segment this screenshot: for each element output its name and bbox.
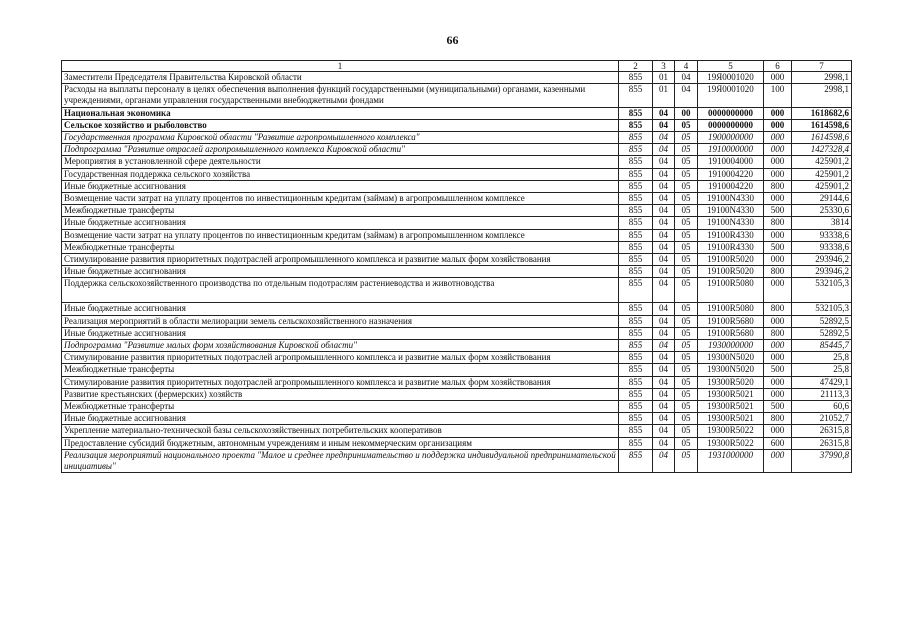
row-target-article: 19100R5080 xyxy=(698,303,764,315)
row-section: 04 xyxy=(653,156,675,168)
row-subsection: 05 xyxy=(675,229,698,241)
row-expense-type: 000 xyxy=(764,278,792,303)
row-name: Укрепление материально-технической базы сельскохозяйственных потребительских кооперативов xyxy=(62,425,619,437)
row-expense-type: 100 xyxy=(764,84,792,107)
row-section: 04 xyxy=(653,217,675,229)
row-name: Государственная поддержка сельского хозяйства xyxy=(62,168,619,180)
row-section: 04 xyxy=(653,364,675,376)
row-amount: 52892,5 xyxy=(792,315,852,327)
row-name: Реализация мероприятий в области мелиорации земель сельскохозяйственного назначения xyxy=(62,315,619,327)
table-row xyxy=(62,119,852,131)
row-subsection: 05 xyxy=(675,156,698,168)
row-expense-type: 000 xyxy=(764,376,792,388)
row-target-article: 1900000000 xyxy=(698,132,764,144)
row-subsection: 05 xyxy=(675,217,698,229)
row-expense-type: 000 xyxy=(764,119,792,131)
row-admin-code: 855 xyxy=(619,413,653,425)
row-admin-code: 855 xyxy=(619,340,653,352)
row-target-article: 19300N5020 xyxy=(698,352,764,364)
row-target-article: 19100R4330 xyxy=(698,241,764,253)
row-expense-type: 500 xyxy=(764,401,792,413)
row-amount: 425901,2 xyxy=(792,168,852,180)
row-expense-type: 500 xyxy=(764,241,792,253)
row-section: 04 xyxy=(653,229,675,241)
table-row xyxy=(62,193,852,205)
row-expense-type: 000 xyxy=(764,340,792,352)
row-subsection: 05 xyxy=(675,266,698,278)
row-target-article: 19100R5020 xyxy=(698,266,764,278)
row-admin-code: 855 xyxy=(619,193,653,205)
row-admin-code: 855 xyxy=(619,119,653,131)
row-name: Стимулирование развития приоритетных подотраслей агропромышленного комплекса и развитие малых форм хозяйствования xyxy=(62,254,619,266)
row-expense-type: 800 xyxy=(764,180,792,192)
row-target-article: 19100N4330 xyxy=(698,205,764,217)
row-admin-code: 855 xyxy=(619,437,653,449)
row-section: 04 xyxy=(653,401,675,413)
row-amount: 532105,3 xyxy=(792,278,852,303)
row-name: Межбюджетные трансферты xyxy=(62,205,619,217)
row-section: 04 xyxy=(653,449,675,472)
table-row xyxy=(62,352,852,364)
row-target-article: 19100R5680 xyxy=(698,315,764,327)
row-expense-type: 800 xyxy=(764,266,792,278)
row-subsection: 05 xyxy=(675,376,698,388)
column-number-header xyxy=(62,61,852,72)
row-subsection: 05 xyxy=(675,144,698,156)
row-admin-code: 855 xyxy=(619,168,653,180)
row-subsection: 05 xyxy=(675,401,698,413)
row-amount: 21113,3 xyxy=(792,388,852,400)
row-amount: 25330,6 xyxy=(792,205,852,217)
row-section: 04 xyxy=(653,340,675,352)
row-name: Государственная программа Кировской области "Развитие агропромышленного комплекса" xyxy=(62,132,619,144)
row-admin-code: 855 xyxy=(619,425,653,437)
table-row xyxy=(62,132,852,144)
row-target-article: 19300R5020 xyxy=(698,376,764,388)
row-target-article: 1931000000 xyxy=(698,449,764,472)
row-target-article: 1910004220 xyxy=(698,180,764,192)
table-row xyxy=(62,327,852,339)
row-amount: 1618682,6 xyxy=(792,107,852,119)
column-header: 1 xyxy=(62,61,619,72)
row-name: Иные бюджетные ассигнования xyxy=(62,413,619,425)
row-amount: 93338,6 xyxy=(792,241,852,253)
row-expense-type: 000 xyxy=(764,132,792,144)
table-row xyxy=(62,72,852,84)
row-subsection: 05 xyxy=(675,413,698,425)
row-admin-code: 855 xyxy=(619,315,653,327)
row-expense-type: 500 xyxy=(764,205,792,217)
row-target-article: 0000000000 xyxy=(698,107,764,119)
row-expense-type: 000 xyxy=(764,72,792,84)
table-row xyxy=(62,278,852,303)
row-name: Стимулирование развития приоритетных подотраслей агропромышленного комплекса и развитие малых форм хозяйствования xyxy=(62,376,619,388)
table-row xyxy=(62,266,852,278)
row-subsection: 05 xyxy=(675,437,698,449)
row-expense-type: 000 xyxy=(764,449,792,472)
row-subsection: 04 xyxy=(675,84,698,107)
row-amount: 1614598,6 xyxy=(792,119,852,131)
row-expense-type: 800 xyxy=(764,217,792,229)
row-target-article: 19300R5021 xyxy=(698,388,764,400)
row-section: 04 xyxy=(653,266,675,278)
row-admin-code: 855 xyxy=(619,449,653,472)
row-admin-code: 855 xyxy=(619,278,653,303)
row-subsection: 05 xyxy=(675,327,698,339)
row-admin-code: 855 xyxy=(619,107,653,119)
row-name: Сельское хозяйство и рыболовство xyxy=(62,119,619,131)
table-row xyxy=(62,376,852,388)
row-name: Подпрограмма "Развитие отраслей агропромышленного комплекса Кировской области" xyxy=(62,144,619,156)
row-target-article: 19Я0001020 xyxy=(698,84,764,107)
row-section: 04 xyxy=(653,413,675,425)
table-row xyxy=(62,254,852,266)
table-row xyxy=(62,241,852,253)
table-row xyxy=(62,205,852,217)
row-subsection: 05 xyxy=(675,254,698,266)
row-expense-type: 000 xyxy=(764,254,792,266)
row-admin-code: 855 xyxy=(619,84,653,107)
row-admin-code: 855 xyxy=(619,132,653,144)
row-admin-code: 855 xyxy=(619,217,653,229)
row-admin-code: 855 xyxy=(619,401,653,413)
table-row xyxy=(62,217,852,229)
row-subsection: 05 xyxy=(675,388,698,400)
row-expense-type: 000 xyxy=(764,156,792,168)
row-target-article: 0000000000 xyxy=(698,119,764,131)
column-header: 6 xyxy=(764,61,792,72)
row-amount: 293946,2 xyxy=(792,254,852,266)
row-target-article: 19100N4330 xyxy=(698,217,764,229)
row-subsection: 05 xyxy=(675,425,698,437)
table-row xyxy=(62,425,852,437)
row-target-article: 19Я0001020 xyxy=(698,72,764,84)
row-expense-type: 000 xyxy=(764,168,792,180)
row-expense-type: 000 xyxy=(764,315,792,327)
table-row xyxy=(62,315,852,327)
table-row xyxy=(62,401,852,413)
row-subsection: 05 xyxy=(675,364,698,376)
row-subsection: 05 xyxy=(675,340,698,352)
column-header: 2 xyxy=(619,61,653,72)
row-section: 04 xyxy=(653,180,675,192)
row-subsection: 05 xyxy=(675,205,698,217)
row-section: 04 xyxy=(653,168,675,180)
row-amount: 47429,1 xyxy=(792,376,852,388)
table-row xyxy=(62,340,852,352)
row-section: 04 xyxy=(653,119,675,131)
column-header: 4 xyxy=(675,61,698,72)
row-name: Межбюджетные трансферты xyxy=(62,364,619,376)
row-admin-code: 855 xyxy=(619,388,653,400)
row-subsection: 05 xyxy=(675,180,698,192)
table-row xyxy=(62,144,852,156)
row-amount: 532105,3 xyxy=(792,303,852,315)
row-subsection: 05 xyxy=(675,303,698,315)
row-subsection: 05 xyxy=(675,132,698,144)
row-amount: 2998,1 xyxy=(792,72,852,84)
column-header: 7 xyxy=(792,61,852,72)
row-target-article: 19300R5021 xyxy=(698,413,764,425)
row-name: Подпрограмма "Развитие малых форм хозяйствования Кировской области" xyxy=(62,340,619,352)
row-name: Иные бюджетные ассигнования xyxy=(62,303,619,315)
row-name: Поддержка сельскохозяйственного производства по отдельным подотраслям растениеводства и животноводства xyxy=(62,278,619,303)
row-admin-code: 855 xyxy=(619,376,653,388)
row-name: Заместители Председателя Правительства Кировской области xyxy=(62,72,619,84)
row-target-article: 19300N5020 xyxy=(698,364,764,376)
row-section: 04 xyxy=(653,352,675,364)
row-name: Возмещение части затрат на уплату процентов по инвестиционным кредитам (займам) в агропромышленном комплексе xyxy=(62,193,619,205)
row-target-article: 19100R5020 xyxy=(698,254,764,266)
row-admin-code: 855 xyxy=(619,254,653,266)
row-section: 04 xyxy=(653,254,675,266)
row-admin-code: 855 xyxy=(619,156,653,168)
table-row xyxy=(62,84,852,107)
row-expense-type: 800 xyxy=(764,413,792,425)
row-admin-code: 855 xyxy=(619,327,653,339)
row-name: Мероприятия в установленной сфере деятельности xyxy=(62,156,619,168)
row-amount: 26315,8 xyxy=(792,425,852,437)
row-name: Межбюджетные трансферты xyxy=(62,241,619,253)
table-row xyxy=(62,413,852,425)
row-admin-code: 855 xyxy=(619,72,653,84)
row-expense-type: 000 xyxy=(764,144,792,156)
row-subsection: 05 xyxy=(675,352,698,364)
row-subsection: 05 xyxy=(675,241,698,253)
row-name: Предоставление субсидий бюджетным, автономным учреждениям и иным некоммерческим организациям xyxy=(62,437,619,449)
row-section: 04 xyxy=(653,425,675,437)
row-name: Иные бюджетные ассигнования xyxy=(62,266,619,278)
row-section: 04 xyxy=(653,315,675,327)
row-section: 04 xyxy=(653,132,675,144)
row-expense-type: 800 xyxy=(764,303,792,315)
row-name: Возмещение части затрат на уплату процентов по инвестиционным кредитам (займам) в агропромышленном комплексе xyxy=(62,229,619,241)
column-header: 3 xyxy=(653,61,675,72)
row-target-article: 1910004220 xyxy=(698,168,764,180)
row-target-article: 19100R4330 xyxy=(698,229,764,241)
row-section: 04 xyxy=(653,107,675,119)
row-section: 04 xyxy=(653,278,675,303)
row-target-article: 19100N4330 xyxy=(698,193,764,205)
row-amount: 3814 xyxy=(792,217,852,229)
row-target-article: 1910000000 xyxy=(698,144,764,156)
row-target-article: 1930000000 xyxy=(698,340,764,352)
row-section: 04 xyxy=(653,241,675,253)
row-admin-code: 855 xyxy=(619,303,653,315)
row-name: Национальная экономика xyxy=(62,107,619,119)
column-header: 5 xyxy=(698,61,764,72)
row-expense-type: 600 xyxy=(764,437,792,449)
row-amount: 293946,2 xyxy=(792,266,852,278)
row-amount: 37990,8 xyxy=(792,449,852,472)
row-name: Расходы на выплаты персоналу в целях обеспечения выполнения функций государственными (муниципальными) органами, казенными учреждениями, органами управления государственными внебюджетными фондами xyxy=(62,84,619,107)
row-amount: 26315,8 xyxy=(792,437,852,449)
row-section: 04 xyxy=(653,376,675,388)
table-row xyxy=(62,156,852,168)
row-subsection: 05 xyxy=(675,119,698,131)
row-admin-code: 855 xyxy=(619,180,653,192)
row-amount: 60,6 xyxy=(792,401,852,413)
row-expense-type: 000 xyxy=(764,107,792,119)
row-admin-code: 855 xyxy=(619,352,653,364)
row-subsection: 05 xyxy=(675,193,698,205)
table-row xyxy=(62,107,852,119)
row-expense-type: 000 xyxy=(764,388,792,400)
row-admin-code: 855 xyxy=(619,144,653,156)
row-target-article: 19100R5080 xyxy=(698,278,764,303)
row-admin-code: 855 xyxy=(619,241,653,253)
row-section: 04 xyxy=(653,437,675,449)
row-expense-type: 000 xyxy=(764,229,792,241)
row-target-article: 19100R5680 xyxy=(698,327,764,339)
row-section: 04 xyxy=(653,205,675,217)
row-name: Реализация мероприятий национального проекта "Малое и среднее предпринимательство и поддержка индивидуальной предпринимательской инициативы" xyxy=(62,449,619,472)
row-admin-code: 855 xyxy=(619,205,653,217)
row-amount: 425901,2 xyxy=(792,156,852,168)
page-number: 66 xyxy=(446,33,459,47)
row-name: Иные бюджетные ассигнования xyxy=(62,217,619,229)
row-subsection: 05 xyxy=(675,449,698,472)
row-amount: 52892,5 xyxy=(792,327,852,339)
table-row xyxy=(62,388,852,400)
row-amount: 425901,2 xyxy=(792,180,852,192)
row-admin-code: 855 xyxy=(619,266,653,278)
row-amount: 25,8 xyxy=(792,364,852,376)
row-amount: 21052,7 xyxy=(792,413,852,425)
row-target-article: 1910004000 xyxy=(698,156,764,168)
row-expense-type: 000 xyxy=(764,193,792,205)
table-row xyxy=(62,437,852,449)
table-row xyxy=(62,229,852,241)
table-row xyxy=(62,303,852,315)
row-subsection: 05 xyxy=(675,315,698,327)
row-name: Стимулирование развития приоритетных подотраслей агропромышленного комплекса и развитие малых форм хозяйствования xyxy=(62,352,619,364)
row-amount: 25,8 xyxy=(792,352,852,364)
table-row xyxy=(62,449,852,472)
row-admin-code: 855 xyxy=(619,364,653,376)
row-expense-type: 000 xyxy=(764,425,792,437)
row-section: 04 xyxy=(653,303,675,315)
row-subsection: 04 xyxy=(675,72,698,84)
budget-table xyxy=(61,60,852,473)
row-admin-code: 855 xyxy=(619,229,653,241)
row-section: 04 xyxy=(653,193,675,205)
row-section: 01 xyxy=(653,84,675,107)
row-expense-type: 500 xyxy=(764,364,792,376)
row-amount: 1427328,4 xyxy=(792,144,852,156)
row-expense-type: 000 xyxy=(764,352,792,364)
row-name: Межбюджетные трансферты xyxy=(62,401,619,413)
table-row xyxy=(62,168,852,180)
row-name: Иные бюджетные ассигнования xyxy=(62,180,619,192)
row-amount: 2998,1 xyxy=(792,84,852,107)
row-amount: 29144,6 xyxy=(792,193,852,205)
row-name: Иные бюджетные ассигнования xyxy=(62,327,619,339)
row-section: 04 xyxy=(653,327,675,339)
row-subsection: 05 xyxy=(675,168,698,180)
row-subsection: 05 xyxy=(675,278,698,303)
row-amount: 1614598,6 xyxy=(792,132,852,144)
row-section: 01 xyxy=(653,72,675,84)
row-amount: 93338,6 xyxy=(792,229,852,241)
table-row xyxy=(62,364,852,376)
row-section: 04 xyxy=(653,388,675,400)
row-subsection: 00 xyxy=(675,107,698,119)
row-target-article: 19300R5022 xyxy=(698,437,764,449)
row-amount: 85445,7 xyxy=(792,340,852,352)
table-row xyxy=(62,180,852,192)
row-target-article: 19300R5021 xyxy=(698,401,764,413)
row-expense-type: 800 xyxy=(764,327,792,339)
row-section: 04 xyxy=(653,144,675,156)
row-name: Развитие крестьянских (фермерских) хозяйств xyxy=(62,388,619,400)
row-target-article: 19300R5022 xyxy=(698,425,764,437)
